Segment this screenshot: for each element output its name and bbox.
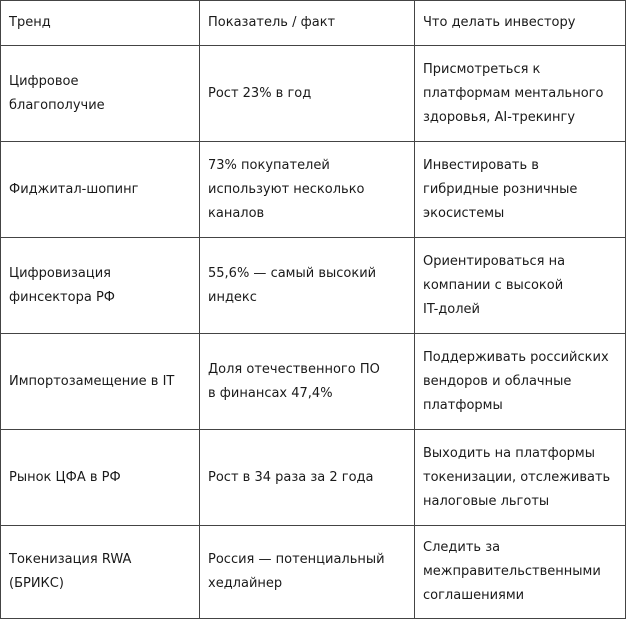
- investor-action-cell: [415, 334, 626, 430]
- table-body: [1, 46, 626, 619]
- table-header: [1, 1, 626, 46]
- cell-text-line: платформам ментального: [423, 85, 604, 101]
- trend-cell: [1, 142, 200, 238]
- cell-text-line: 55,6% — самый высокий: [208, 265, 377, 281]
- trend-cell: [1, 238, 200, 334]
- header-row: [1, 1, 626, 46]
- header-trend: Тренд: [1, 1, 200, 46]
- cell-text-line: благополучие: [9, 97, 105, 113]
- cell-text-line: хедлайнер: [208, 576, 283, 591]
- indicator-cell: [200, 430, 415, 526]
- investor-action-cell: [415, 142, 626, 238]
- cell-text-line: Цифровое: [9, 73, 79, 89]
- cell-text-line: Выходить на платформы: [423, 445, 595, 461]
- indicator-cell: [200, 334, 415, 430]
- indicator-cell: [200, 142, 415, 238]
- cell-text-line: Рынок ЦФА в РФ: [9, 469, 121, 485]
- cell-text-line: в финансах 47,4%: [208, 385, 333, 401]
- header-investor-action: Что делать инвестору: [415, 1, 626, 46]
- table-row: [1, 142, 626, 238]
- trend-cell: [1, 430, 200, 526]
- table-row: [1, 430, 626, 526]
- cell-text-line: Рост в 34 раза за 2 года: [208, 469, 374, 485]
- trend-cell: [1, 526, 200, 619]
- cell-text-line: Поддерживать российских: [423, 349, 609, 365]
- investor-action-cell: [415, 238, 626, 334]
- cell-text-line: Следить за: [423, 540, 501, 555]
- cell-text-line: Инвестировать в: [423, 157, 539, 173]
- cell-text-line: индекс: [208, 289, 257, 305]
- investor-action-cell: [415, 526, 626, 619]
- table-row: [1, 46, 626, 142]
- indicator-cell: [200, 46, 415, 142]
- cell-text-line: 73% покупателей: [208, 157, 330, 173]
- trend-cell: [1, 334, 200, 430]
- cell-text-line: Россия — потенциальный: [208, 552, 385, 567]
- indicator-cell: [200, 238, 415, 334]
- indicator-cell: [200, 526, 415, 619]
- cell-text-line: Фиджитал-шопинг: [9, 181, 139, 197]
- header-indicator: Показатель / факт: [200, 1, 415, 46]
- cell-text-line: платформы: [423, 397, 503, 413]
- cell-text-line: Импортозамещение в IT: [9, 373, 175, 389]
- table-row: [1, 238, 626, 334]
- cell-text-line: вендоров и облачные: [423, 373, 572, 389]
- cell-text-line: межправительственными: [423, 564, 601, 579]
- cell-text-line: Доля отечественного ПО: [208, 361, 380, 377]
- investor-action-cell: [415, 46, 626, 142]
- cell-text-line: компании с высокой: [423, 277, 564, 293]
- cell-text-line: токенизации, отслеживать: [423, 469, 611, 485]
- cell-text-line: Цифровизация: [9, 265, 111, 281]
- cell-text-line: здоровья, AI-трекингу: [423, 109, 576, 125]
- table-row: [1, 526, 626, 619]
- investor-action-cell: [415, 430, 626, 526]
- cell-text-line: IT-долей: [423, 301, 480, 317]
- cell-text-line: Рост 23% в год: [208, 85, 312, 101]
- cell-text-line: финсектора РФ: [9, 289, 115, 305]
- cell-text-line: используют несколько: [208, 181, 365, 197]
- cell-text-line: (БРИКС): [9, 576, 64, 591]
- cell-text-line: гибридные розничные: [423, 181, 578, 197]
- cell-text-line: Токенизация RWA: [9, 552, 132, 567]
- cell-text-line: Присмотреться к: [423, 61, 541, 77]
- cell-text-line: соглашениями: [423, 588, 525, 603]
- cell-text-line: каналов: [208, 205, 265, 221]
- cell-text-line: Ориентироваться на: [423, 253, 566, 269]
- table-row: [1, 334, 626, 430]
- trend-cell: [1, 46, 200, 142]
- cell-text-line: налоговые льготы: [423, 493, 550, 509]
- cell-text-line: экосистемы: [423, 205, 505, 221]
